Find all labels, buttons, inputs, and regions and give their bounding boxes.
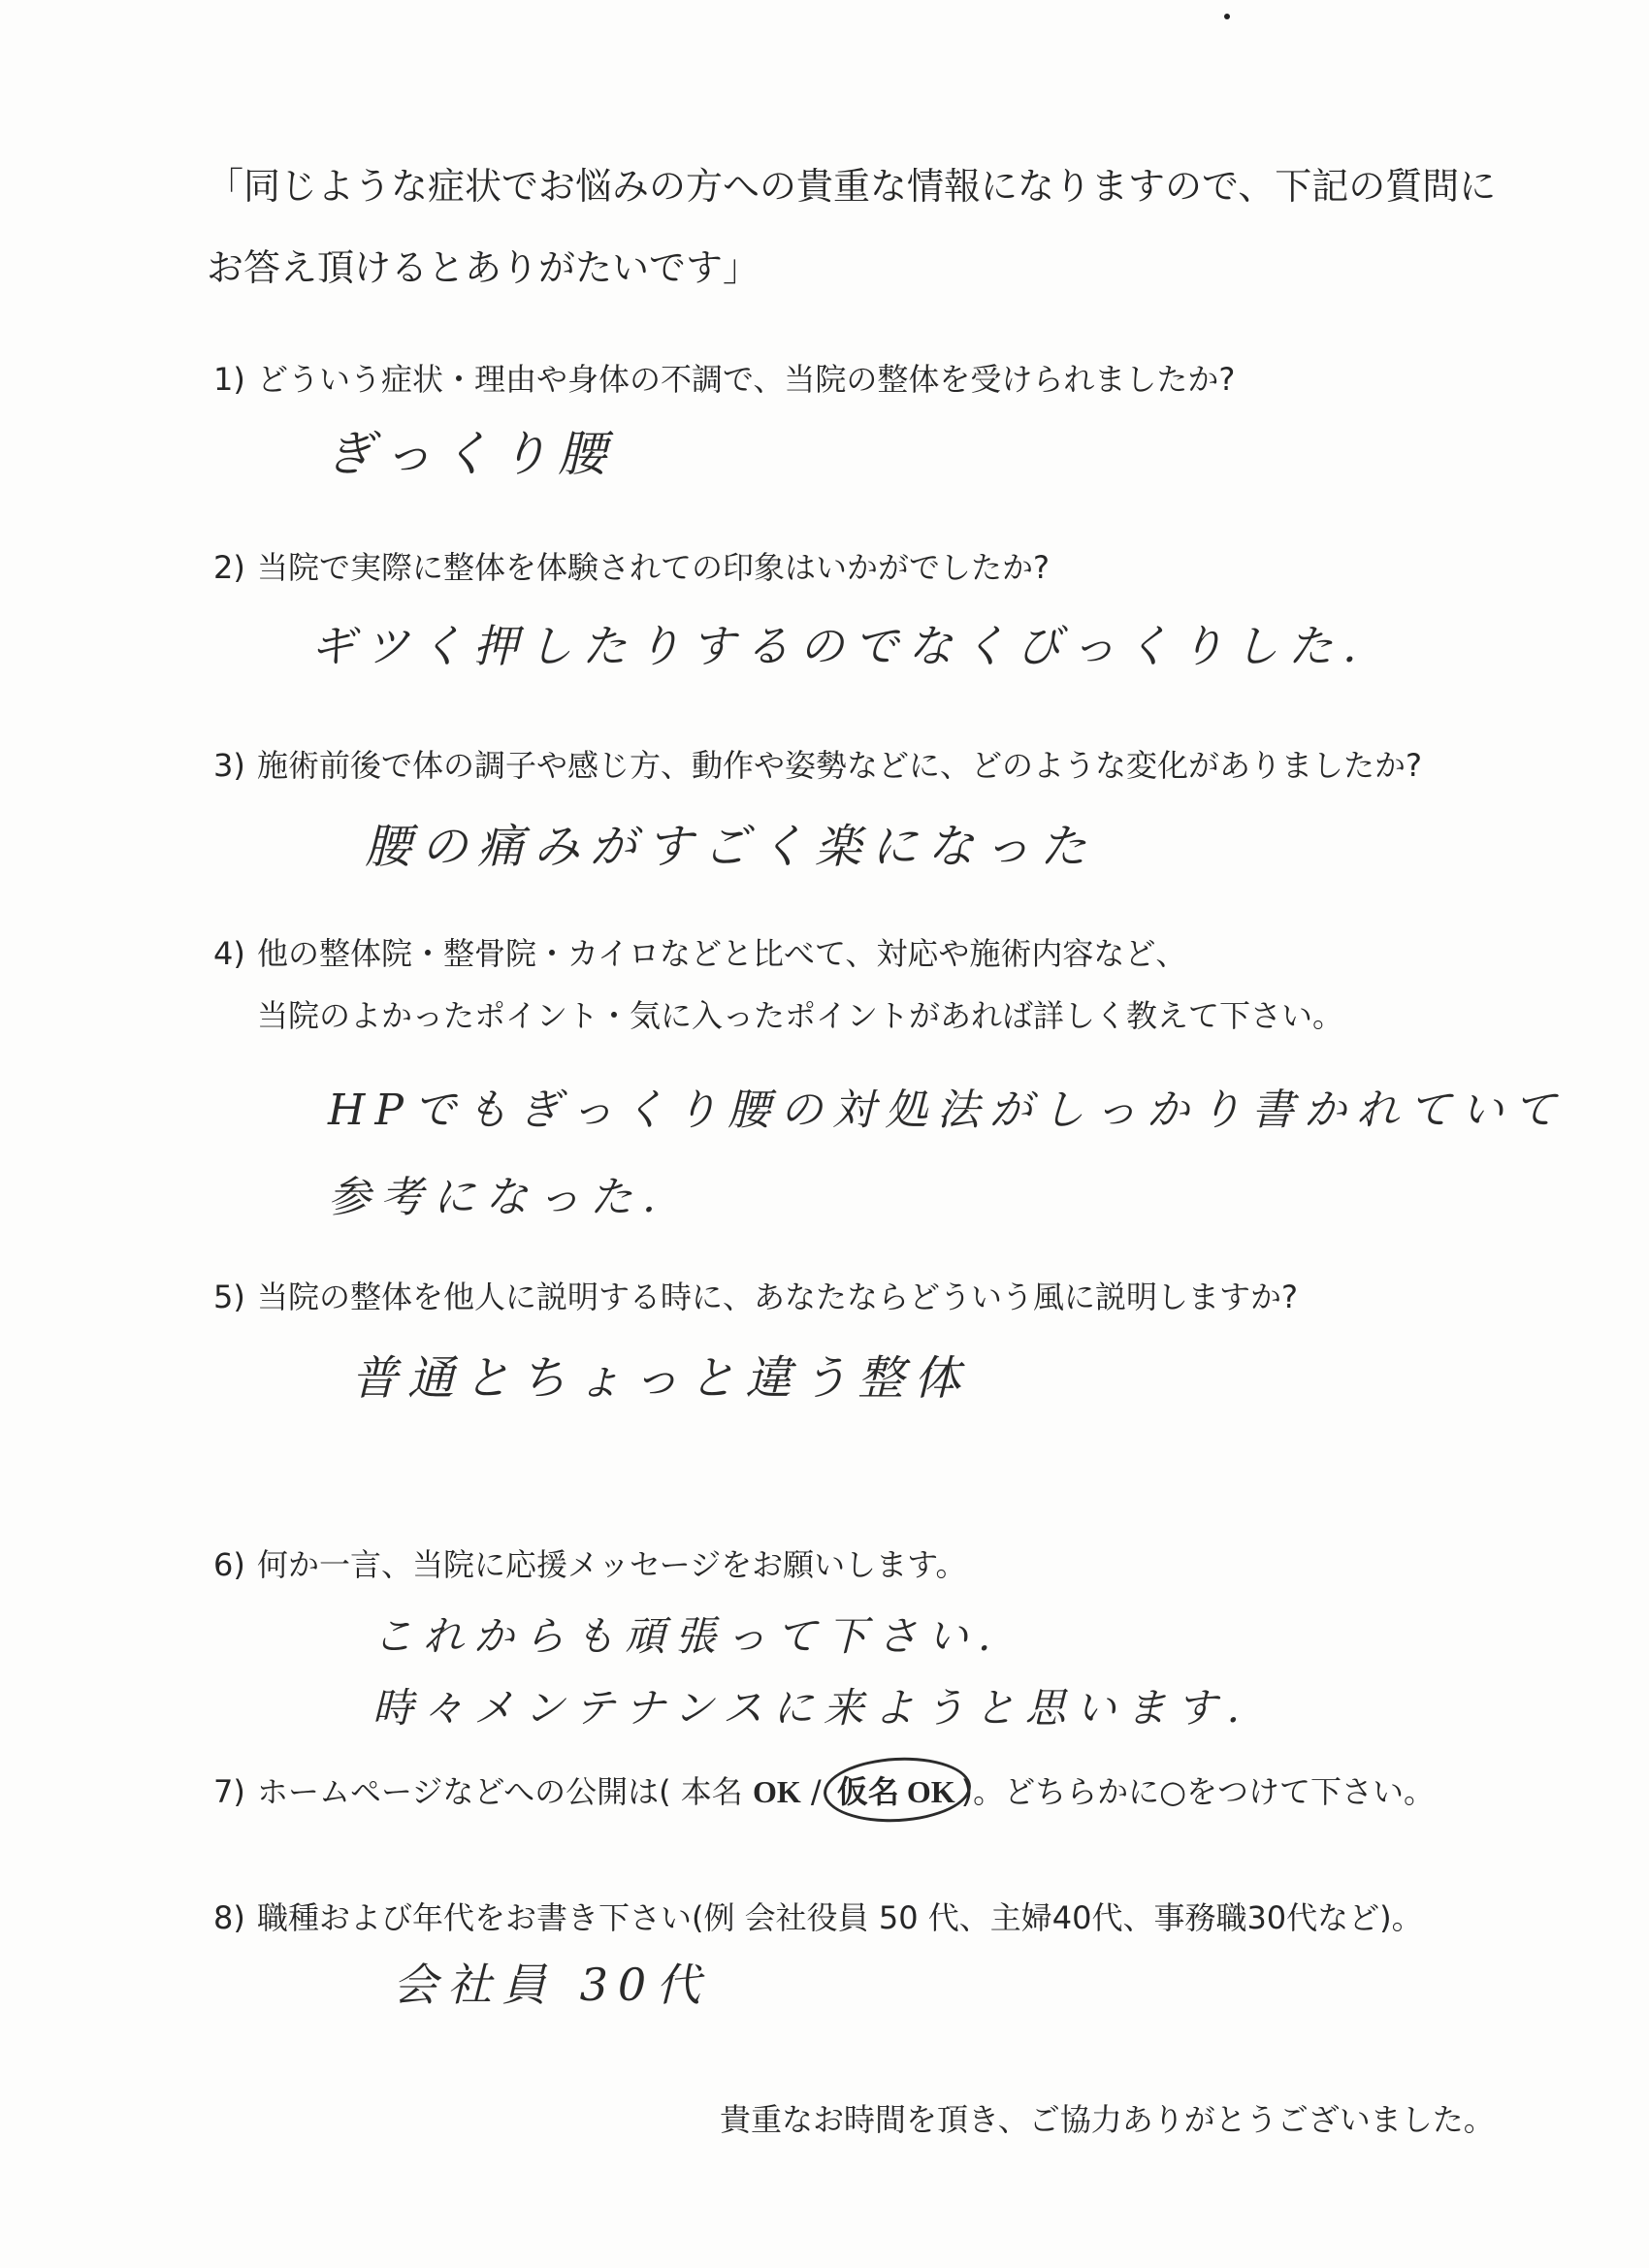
question-number: 3) (213, 747, 245, 784)
answer-line: これからも頑張って下さい. (372, 1612, 1001, 1660)
answer-3 (365, 809, 1096, 876)
question-text-after: )。どちらかに○をつけて下さい。 (960, 1773, 1436, 1810)
answer-line: 会社員 30代 (393, 1959, 711, 2011)
question-text: どういう症状・理由や身体の不調で、当院の整体を受けられましたか? (257, 361, 1236, 398)
question-5 (213, 1273, 1298, 1317)
answer-line: 普通とちょっと違う整体 (351, 1351, 971, 1406)
answer-6 (372, 1601, 1249, 1744)
question-text: 施術前後で体の調子や感じ方、動作や姿勢などに、どのような変化がありましたか? (257, 747, 1422, 784)
question-7 (213, 1767, 1435, 1812)
answer-line: HPでもぎっくり腰の対処法がしっかり書かれていて (328, 1085, 1566, 1135)
question-text: 他の整体院・整骨院・カイロなどと比べて、対応や施術内容など、 (257, 935, 1187, 972)
question-1 (213, 355, 1235, 400)
question-number: 7) (213, 1773, 245, 1810)
answer-2 (310, 611, 1367, 675)
question-2 (213, 543, 1050, 588)
question-number: 5) (213, 1279, 245, 1315)
question-3 (213, 741, 1422, 786)
question-text: ホームページなどへの公開は( (257, 1773, 671, 1810)
answer-line: 参考になった. (328, 1173, 665, 1222)
question-8 (213, 1894, 1423, 1938)
answer-8 (393, 1950, 710, 2014)
question-text: 当院の整体を他人に説明する時に、あなたならどういう風に説明しますか? (257, 1279, 1298, 1315)
answer-5 (351, 1341, 970, 1408)
question-6 (213, 1540, 967, 1585)
question-text: 職種および年代をお書き下さい(例 会社役員 50 代、主婦40代、事務職30代など)。 (257, 1899, 1423, 1936)
question-4 (213, 929, 1344, 1034)
intro-line-1: 「同じような症状でお悩みの方への貴重な情報になりますので、下記の質問に (207, 165, 1497, 208)
question-number: 1) (213, 361, 245, 398)
option-separator: / (810, 1773, 822, 1810)
answer-4 (328, 1067, 1566, 1242)
answer-line: ギツく押したりするのでなくびっくりした. (310, 620, 1367, 672)
question-text: 当院で実際に整体を体験されての印象はいかがでしたか? (257, 549, 1050, 586)
answer-line: 時々メンテナンスに来ようと思います. (372, 1684, 1249, 1732)
question-text-continued: 当院のよかったポイント・気に入ったポイントがあれば詳しく教えて下さい。 (257, 997, 1344, 1034)
answer-1 (325, 415, 616, 485)
intro-line-2: お答え頂けるとありがたいです」 (207, 246, 760, 289)
scan-speck (1224, 14, 1230, 19)
option-real-name: 本名 OK (680, 1773, 801, 1810)
option-pseudonym-circled: 仮名 OK (831, 1767, 961, 1812)
closing-thanks: 貴重なお時間を頂き、ご協力ありがとうございました。 (720, 2101, 1495, 2138)
answer-line: 腰の痛みがすごく楽になった (365, 820, 1097, 874)
question-number: 8) (213, 1899, 245, 1936)
answer-line: ぎっくり腰 (325, 426, 616, 482)
question-number: 4) (213, 935, 245, 972)
question-number: 6) (213, 1546, 245, 1583)
question-text: 何か一言、当院に応援メッセージをお願いします。 (257, 1546, 967, 1583)
question-number: 2) (213, 549, 245, 586)
intro-text (207, 146, 1497, 308)
